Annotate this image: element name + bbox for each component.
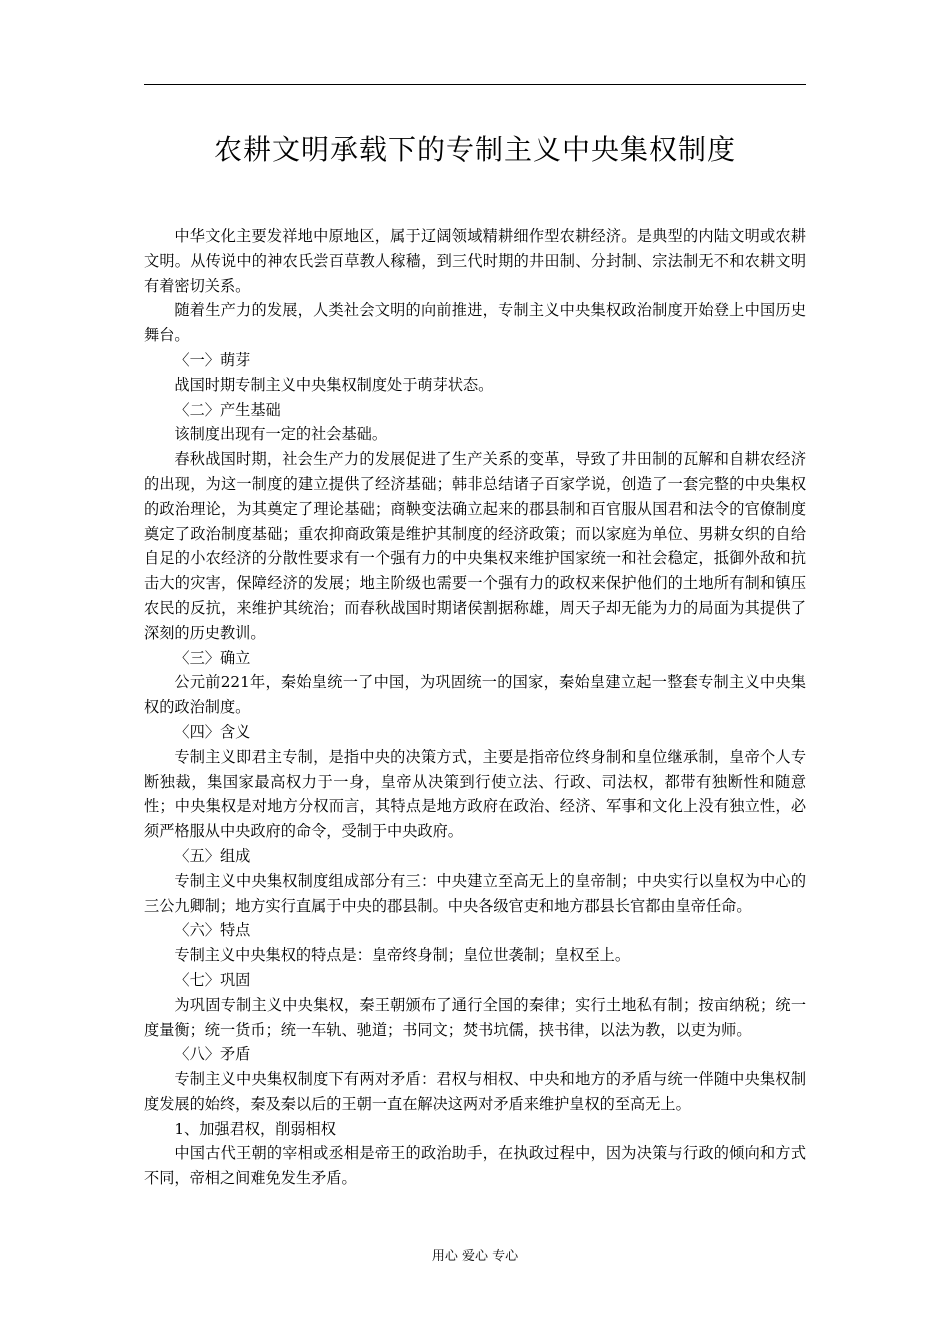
section-heading: 〈一〉萌芽 <box>174 350 251 369</box>
paragraph: 该制度出现有一定的社会基础。 <box>174 425 388 444</box>
paragraph: 随着生产力的发展，人类社会文明的向前推进，专制主义中央集权政治制度开始登上中国历史舞台。 <box>144 301 806 345</box>
paragraph: 公元前221年，秦始皇统一了中国，为巩固统一的国家，秦始皇建立起一整套专制主义中央集权的政治制度。 <box>144 673 806 717</box>
section-heading: 〈七〉巩固 <box>174 970 251 989</box>
paragraph: 专制主义中央集权制度下有两对矛盾：君权与相权、中央和地方的矛盾与统一伴随中央集权制度发展的始终，秦及秦以后的王朝一直在解决这两对矛盾来维护皇权的至高无上。 <box>144 1070 806 1113</box>
paragraph: 为巩固专制主义中央集权，秦王朝颁布了通行全国的秦律；实行土地私有制；按亩纳税；统一度量衡；统一货币；统一车轨、驰道；书同文；焚书坑儒，挟书律，以法为教，以吏为师。 <box>144 995 806 1039</box>
header-rule <box>144 84 806 85</box>
section-heading: 〈六〉特点 <box>174 921 251 940</box>
section-heading: 〈二〉产生基础 <box>174 400 281 419</box>
paragraph: 专制主义中央集权的特点是：皇帝终身制；皇位世袭制；皇权至上。 <box>174 946 631 965</box>
paragraph: 中华文化主要发祥地中原地区，属于辽阔领域精耕细作型农耕经济。是典型的内陆文明或农耕文明。从传说中的神农氏尝百草教人稼穑，到三代时期的井田制、分封制、宗法制无不和农耕文明有着密切关系。 <box>144 227 806 295</box>
page-footer: 用心 爱心 专心 <box>431 1249 519 1264</box>
document-body <box>144 224 806 1191</box>
paragraph: 春秋战国时期，社会生产力的发展促进了生产关系的变革，导致了井田制的瓦解和自耕农经济的出现，为这一制度的建立提供了经济基础；韩非总结诸子百家学说，创造了一套完整的中央集权的政治理论，为其奠定了理论基础；商鞅变法确立起来的郡县制和百官服从国君和法令的官僚制度奠定了政治制度基础；重农抑商政策是维护其制度的经济政策；而以家庭为单位、男耕女织的自给自足的小农经济的分散性要求有一个强有力的中央集权来维护国家统一和社会稳定，抵御外敌和抗击大的灾害，保障经济的发展；地主阶级也需要一个强有力的政权来保护他们的土地所有制和镇压农民的反抗，来维护其统治；而春秋战国时期诸侯割据称雄，周天子却无能为力的局面为其提供了深刻的历史教训。 <box>144 450 806 642</box>
paragraph: 专制主义即君主专制，是指中央的决策方式，主要是指帝位终身制和皇位继承制，皇帝个人专断独裁，集国家最高权力于一身，皇帝从决策到行使立法、行政、司法权，都带有独断性和随意性；中央集权是对地方分权而言，其特点是地方政府在政治、经济、军事和文化上没有独立性，必须严格服从中央政府的命令，受制于中央政府。 <box>144 747 806 841</box>
section-heading: 〈四〉含义 <box>174 722 251 741</box>
section-heading: 〈五〉组成 <box>174 846 251 865</box>
subsection-heading: 1、加强君权，削弱相权 <box>174 1119 336 1138</box>
document-title: 农耕文明承载下的专制主义中央集权制度 <box>213 133 736 166</box>
paragraph: 中国古代王朝的宰相或丞相是帝王的政治助手，在执政过程中，因为决策与行政的倾向和方式不同，帝相之间难免发生矛盾。 <box>144 1144 806 1188</box>
section-heading: 〈八〉矛盾 <box>174 1045 251 1064</box>
section-heading: 〈三〉确立 <box>174 648 251 667</box>
paragraph: 专制主义中央集权制度组成部分有三：中央建立至高无上的皇帝制；中央实行以皇权为中心的三公九卿制；地方实行直属于中央的郡县制。中央各级官吏和地方郡县长官都由皇帝任命。 <box>144 871 806 915</box>
paragraph: 战国时期专制主义中央集权制度处于萌芽状态。 <box>174 375 494 394</box>
